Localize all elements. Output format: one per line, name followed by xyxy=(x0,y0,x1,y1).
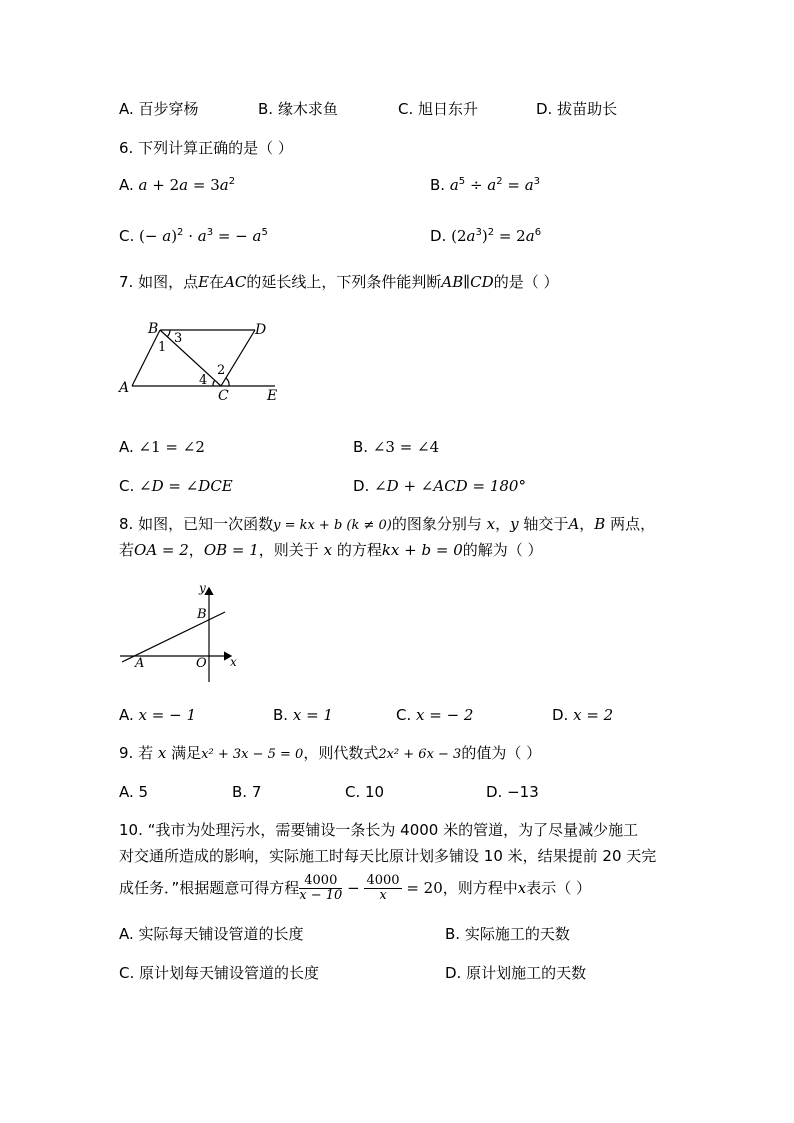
angle-1-label: 1 xyxy=(158,340,167,355)
q7-option-a: A. ∠1 = ∠2 xyxy=(119,438,205,456)
q10-option-c: C. 原计划每天铺设管道的长度 xyxy=(119,964,320,982)
label-c: C xyxy=(218,388,229,404)
q6-stem: 6. 下列计算正确的是（ ） xyxy=(119,139,293,157)
q7-option-d: D. ∠D + ∠ACD = 180° xyxy=(353,477,526,495)
q5-option-a: A. 百步穿杨 xyxy=(119,100,199,118)
q6-option-b: B. $a^5 \div a^2 = a^3$ xyxy=(430,176,541,194)
q10-option-d: D. 原计划施工的天数 xyxy=(445,964,587,982)
q10-stem-line2: 对交通所造成的影响，实际施工时每天比原计划多铺设 10 米，结果提前 20 天完 xyxy=(119,847,657,865)
q8-option-d: D. x = 2 xyxy=(552,706,614,724)
q10-stem-line3: 成任务．”根据题意可得方程 $\frac{4000}{x - 10}$ − $\frac{4000}{x}$ = 20，则方程中x表示（ ） xyxy=(119,873,592,903)
q8-figure xyxy=(115,578,245,686)
label-b: B xyxy=(197,607,207,622)
label-b: B xyxy=(148,321,159,337)
angle-3-arc xyxy=(167,330,170,337)
angle-2-arc xyxy=(226,378,229,386)
q9-option-c: C. 10 xyxy=(345,783,385,801)
label-d: D xyxy=(255,322,267,338)
label-e: E xyxy=(267,388,278,404)
fraction-1: $\frac{4000}{x - 10}$ xyxy=(299,873,343,903)
segment-ab xyxy=(132,330,160,386)
angle-4-label: 4 xyxy=(199,373,208,388)
q6-option-a: A. $a + 2a = 3a^2$ xyxy=(119,176,236,194)
q9-stem: 9. 若 x 满足x² + 3x − 5 = 0，则代数式2x² + 6x − 3的值为（ ） xyxy=(119,744,542,762)
q6-option-c: C. (− $a)^2 \cdot a^3$ = − $a^5$ xyxy=(119,227,268,245)
q7-figure xyxy=(115,318,290,406)
q8-stem-line2: 若OA = 2，OB = 1，则关于 x 的方程kx + b = 0的解为（ ） xyxy=(119,541,543,559)
x-axis-label: x xyxy=(230,655,237,669)
q9-option-b: B. 7 xyxy=(232,783,262,801)
q9-option-d: D. −13 xyxy=(486,783,539,801)
y-axis-label: y xyxy=(199,581,206,595)
q8-option-c: C. x = − 2 xyxy=(396,706,474,724)
q8-stem-line1: 8. 如图，已知一次函数y = kx + b (k ≠ 0)的图象分别与 x，y 轴交于A，B 两点， xyxy=(119,515,656,533)
q8-option-b: B. x = 1 xyxy=(273,706,333,724)
q7-option-b: B. ∠3 = ∠4 xyxy=(353,438,440,456)
fraction-2: $\frac{4000}{x}$ xyxy=(366,873,400,903)
angle-3-label: 3 xyxy=(174,331,183,346)
segment-bc xyxy=(160,330,221,386)
q9-option-a: A. 5 xyxy=(119,783,149,801)
label-a: A xyxy=(119,380,130,396)
q7-stem: 7. 如图，点E在AC的延长线上，下列条件能判断AB∥CD的是（ ） xyxy=(119,273,559,291)
label-o: O xyxy=(196,656,207,671)
q5-option-c: C. 旭日东升 xyxy=(398,100,479,118)
q5-option-d: D. 拔苗助长 xyxy=(536,100,618,118)
q10-option-b: B. 实际施工的天数 xyxy=(445,925,570,943)
q10-stem-line1: 10. “我市为处理污水，需要铺设一条长为 4000 米的管道，为了尽量减少施工 xyxy=(119,821,639,839)
label-a: A xyxy=(135,656,145,671)
segment-dc xyxy=(221,330,255,386)
q7-option-c: C. ∠D = ∠DCE xyxy=(119,477,233,495)
angle-2-label: 2 xyxy=(217,363,226,378)
q10-option-a: A. 实际每天铺设管道的长度 xyxy=(119,925,304,943)
angle-4-arc xyxy=(213,380,215,386)
q8-option-a: A. x = − 1 xyxy=(119,706,196,724)
q5-option-b: B. 缘木求鱼 xyxy=(258,100,338,118)
q6-option-d: D. $(2a^3)^2 = 2a^6$ xyxy=(430,227,542,245)
